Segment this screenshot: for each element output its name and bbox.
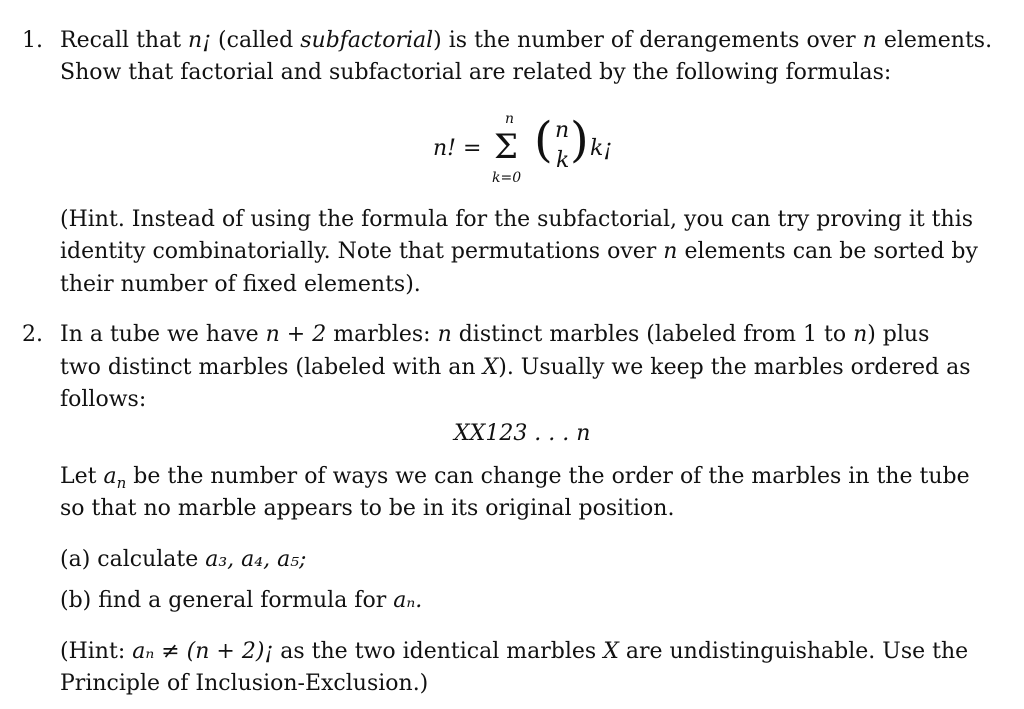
problem-1-line-2: Show that factorial and subfactorial are related by the following formulas: — [60, 60, 892, 85]
summation-symbol: Σ — [494, 127, 519, 167]
problem-2-let-line-2: so that no marble appears to be in its original position. — [60, 496, 675, 521]
binomial-bottom: k — [556, 148, 570, 173]
marble-sequence: XX123 . . . n — [454, 421, 591, 446]
problem-2-part-a: (a) calculate a₃, a₄, a₅; — [60, 547, 307, 572]
subfactorial-formula — [0, 108, 1024, 192]
problem-2-hint-line-2: Principle of Inclusion-Exclusion.) — [60, 671, 429, 696]
problem-1-line-1: Recall that n¡ (called subfactorial) is the number of derangements over n elements. — [60, 28, 993, 53]
binomial-top: n — [555, 118, 570, 143]
problem-2-hint-line-1: (Hint: aₙ ≠ (n + 2)¡ as the two identical marbles X are undistinguishable. Use the — [60, 639, 969, 664]
binomial-left-paren: ( — [534, 112, 553, 168]
problem-1-number: 1. — [22, 28, 43, 53]
problem-2-line-1: In a tube we have n + 2 marbles: n distinct marbles (labeled from 1 to n) plus — [60, 322, 930, 347]
problem-1-hint-line-2: identity combinatorially. Note that permutations over n elements can be sorted by — [60, 239, 978, 264]
problem-1-hint-line-3: their number of fixed elements). — [60, 272, 421, 297]
problem-2-part-b: (b) find a general formula for aₙ. — [60, 588, 423, 613]
sum-lower-limit: k=0 — [492, 170, 522, 186]
formula-term: k¡ — [590, 136, 613, 161]
problem-2-line-2: two distinct marbles (labeled with an X). Usually we keep the marbles ordered as — [60, 355, 971, 380]
problem-2-let-line-1: Let $a_n$ be the number of ways we can change the order of the marbles in the tube — [60, 464, 970, 492]
problem-2-number: 2. — [22, 322, 43, 347]
formula-lhs: n! = — [433, 136, 482, 161]
problem-2-line-3: follows: — [60, 387, 147, 412]
sum-upper-limit: n — [505, 111, 515, 127]
binomial-right-paren: ) — [570, 112, 589, 168]
problem-1-hint-line-1: (Hint. Instead of using the formula for the subfactorial, you can try proving it this — [60, 207, 974, 232]
